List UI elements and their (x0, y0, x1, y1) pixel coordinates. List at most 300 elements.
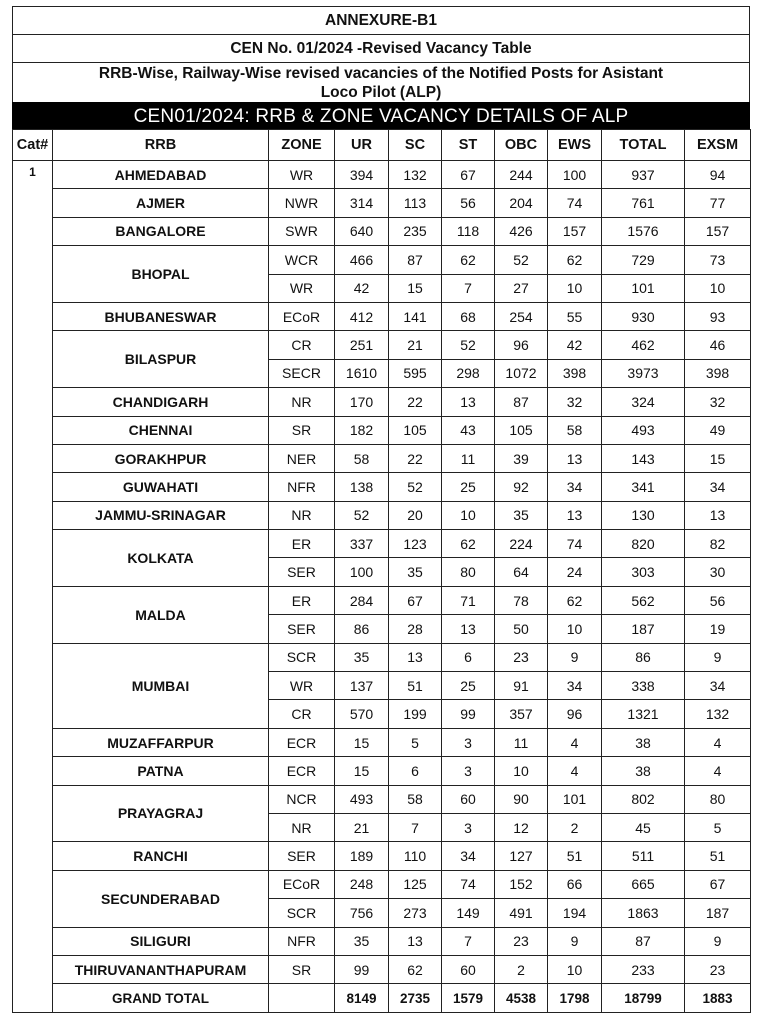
ur-cell: 137 (335, 672, 389, 700)
st-cell: 62 (442, 246, 495, 274)
zone-cell: SWR (269, 217, 335, 245)
exsm-cell: 32 (685, 388, 751, 416)
ews-cell: 62 (548, 586, 602, 614)
grand-total-label: GRAND TOTAL (53, 984, 269, 1013)
obc-cell: 12 (495, 813, 548, 841)
rrb-name: AHMEDABAD (53, 161, 269, 189)
rrb-name: JAMMU-SRINAGAR (53, 501, 269, 529)
table-row (13, 955, 751, 983)
total-cell: 338 (602, 672, 685, 700)
rrb-name: CHANDIGARH (53, 388, 269, 416)
ews-cell: 34 (548, 473, 602, 501)
rrb-name: CHENNAI (53, 416, 269, 444)
sc-cell: 6 (389, 757, 442, 785)
column-header-total: TOTAL (602, 130, 685, 161)
ews-cell: 13 (548, 444, 602, 472)
sc-cell: 7 (389, 813, 442, 841)
rrb-name: MALDA (53, 586, 269, 643)
zone-cell: ECR (269, 757, 335, 785)
zone-cell: SECR (269, 359, 335, 387)
sc-cell: 5 (389, 728, 442, 756)
table-row (13, 189, 751, 217)
exsm-cell: 157 (685, 217, 751, 245)
exsm-cell: 77 (685, 189, 751, 217)
obc-cell: 92 (495, 473, 548, 501)
rrb-name: RANCHI (53, 842, 269, 870)
exsm-cell: 13 (685, 501, 751, 529)
zone-cell: WR (269, 161, 335, 189)
obc-cell: 35 (495, 501, 548, 529)
zone-cell: ECoR (269, 870, 335, 898)
zone-cell: CR (269, 331, 335, 359)
sc-cell: 125 (389, 870, 442, 898)
obc-cell: 1072 (495, 359, 548, 387)
table-row (13, 643, 751, 671)
obc-cell: 127 (495, 842, 548, 870)
obc-cell: 64 (495, 558, 548, 586)
ur-cell: 52 (335, 501, 389, 529)
table-row (13, 302, 751, 330)
rrb-name: GUWAHATI (53, 473, 269, 501)
sc-cell: 13 (389, 927, 442, 955)
total-cell: 86 (602, 643, 685, 671)
sc-cell: 67 (389, 586, 442, 614)
exsm-cell: 49 (685, 416, 751, 444)
ur-cell: 394 (335, 161, 389, 189)
column-header-ews: EWS (548, 130, 602, 161)
total-cell: 3973 (602, 359, 685, 387)
exsm-cell: 187 (685, 899, 751, 927)
grand-total-zone-empty (269, 984, 335, 1013)
table-row (13, 473, 751, 501)
exsm-cell: 34 (685, 672, 751, 700)
exsm-cell: 4 (685, 757, 751, 785)
ur-cell: 42 (335, 274, 389, 302)
sc-cell: 20 (389, 501, 442, 529)
zone-cell: SR (269, 955, 335, 983)
vacancy-banner: CEN01/2024: RRB & ZONE VACANCY DETAILS OF ALP (12, 102, 750, 129)
sc-cell: 51 (389, 672, 442, 700)
zone-cell: NFR (269, 927, 335, 955)
rrb-name: SILIGURI (53, 927, 269, 955)
rrb-name: GORAKHPUR (53, 444, 269, 472)
obc-cell: 10 (495, 757, 548, 785)
exsm-cell: 82 (685, 530, 751, 558)
exsm-cell: 51 (685, 842, 751, 870)
ur-cell: 189 (335, 842, 389, 870)
ur-cell: 337 (335, 530, 389, 558)
cen-subtitle: CEN No. 01/2024 -Revised Vacancy Table (12, 34, 750, 62)
grand-total-st: 1579 (442, 984, 495, 1013)
zone-cell: SR (269, 416, 335, 444)
exsm-cell: 9 (685, 643, 751, 671)
ews-cell: 194 (548, 899, 602, 927)
table-row (13, 331, 751, 359)
sc-cell: 62 (389, 955, 442, 983)
exsm-cell: 93 (685, 302, 751, 330)
category-number: 1 (13, 161, 53, 1013)
ews-cell: 10 (548, 274, 602, 302)
ews-cell: 62 (548, 246, 602, 274)
exsm-cell: 19 (685, 615, 751, 643)
st-cell: 25 (442, 473, 495, 501)
description-line-1: RRB-Wise, Railway-Wise revised vacancies of the Notified Posts for Asistant (98, 65, 664, 82)
ur-cell: 248 (335, 870, 389, 898)
exsm-cell: 73 (685, 246, 751, 274)
table-row (13, 842, 751, 870)
total-cell: 233 (602, 955, 685, 983)
rrb-name: PATNA (53, 757, 269, 785)
ur-cell: 412 (335, 302, 389, 330)
st-cell: 149 (442, 899, 495, 927)
obc-cell: 78 (495, 586, 548, 614)
ur-cell: 756 (335, 899, 389, 927)
grand-total-ur: 8149 (335, 984, 389, 1013)
sc-cell: 15 (389, 274, 442, 302)
obc-cell: 87 (495, 388, 548, 416)
zone-cell: WR (269, 274, 335, 302)
ews-cell: 55 (548, 302, 602, 330)
table-row (13, 728, 751, 756)
sc-cell: 199 (389, 700, 442, 728)
table-row (13, 161, 751, 189)
st-cell: 3 (442, 813, 495, 841)
ur-cell: 182 (335, 416, 389, 444)
st-cell: 60 (442, 955, 495, 983)
exsm-cell: 56 (685, 586, 751, 614)
sc-cell: 35 (389, 558, 442, 586)
st-cell: 6 (442, 643, 495, 671)
description-line-2: Loco Pilot (ALP) (320, 84, 442, 101)
column-header-rrb: RRB (53, 130, 269, 161)
exsm-cell: 34 (685, 473, 751, 501)
ews-cell: 66 (548, 870, 602, 898)
ur-cell: 314 (335, 189, 389, 217)
total-cell: 937 (602, 161, 685, 189)
ews-cell: 58 (548, 416, 602, 444)
st-cell: 13 (442, 388, 495, 416)
table-row (13, 757, 751, 785)
table-row (13, 246, 751, 274)
total-cell: 187 (602, 615, 685, 643)
ews-cell: 74 (548, 530, 602, 558)
ews-cell: 34 (548, 672, 602, 700)
obc-cell: 27 (495, 274, 548, 302)
zone-cell: SCR (269, 899, 335, 927)
ews-cell: 398 (548, 359, 602, 387)
obc-cell: 96 (495, 331, 548, 359)
obc-cell: 426 (495, 217, 548, 245)
grand-total-ews: 1798 (548, 984, 602, 1013)
obc-cell: 2 (495, 955, 548, 983)
exsm-cell: 23 (685, 955, 751, 983)
total-cell: 303 (602, 558, 685, 586)
sc-cell: 58 (389, 785, 442, 813)
exsm-cell: 132 (685, 700, 751, 728)
table-row (13, 586, 751, 614)
obc-cell: 39 (495, 444, 548, 472)
zone-cell: SER (269, 615, 335, 643)
total-cell: 38 (602, 728, 685, 756)
exsm-cell: 9 (685, 927, 751, 955)
obc-cell: 152 (495, 870, 548, 898)
column-header-exsm: EXSM (685, 130, 751, 161)
zone-cell: SER (269, 558, 335, 586)
total-cell: 1863 (602, 899, 685, 927)
column-header-obc: OBC (495, 130, 548, 161)
st-cell: 80 (442, 558, 495, 586)
zone-cell: NR (269, 501, 335, 529)
st-cell: 52 (442, 331, 495, 359)
annexure-title: ANNEXURE-B1 (12, 6, 750, 34)
obc-cell: 23 (495, 927, 548, 955)
st-cell: 43 (442, 416, 495, 444)
obc-cell: 244 (495, 161, 548, 189)
sc-cell: 141 (389, 302, 442, 330)
ews-cell: 100 (548, 161, 602, 189)
obc-cell: 357 (495, 700, 548, 728)
total-cell: 511 (602, 842, 685, 870)
ur-cell: 466 (335, 246, 389, 274)
ur-cell: 86 (335, 615, 389, 643)
zone-cell: ER (269, 530, 335, 558)
obc-cell: 23 (495, 643, 548, 671)
zone-cell: WR (269, 672, 335, 700)
zone-cell: SER (269, 842, 335, 870)
total-cell: 930 (602, 302, 685, 330)
obc-cell: 254 (495, 302, 548, 330)
rrb-name: MUMBAI (53, 643, 269, 728)
st-cell: 62 (442, 530, 495, 558)
exsm-cell: 15 (685, 444, 751, 472)
total-cell: 38 (602, 757, 685, 785)
table-row (13, 501, 751, 529)
obc-cell: 491 (495, 899, 548, 927)
table-row (13, 388, 751, 416)
zone-cell: ECR (269, 728, 335, 756)
st-cell: 74 (442, 870, 495, 898)
ews-cell: 24 (548, 558, 602, 586)
st-cell: 7 (442, 927, 495, 955)
rrb-name: THIRUVANANTHAPURAM (53, 955, 269, 983)
sc-cell: 22 (389, 444, 442, 472)
grand-total-exsm: 1883 (685, 984, 751, 1013)
sc-cell: 22 (389, 388, 442, 416)
zone-cell: CR (269, 700, 335, 728)
ews-cell: 101 (548, 785, 602, 813)
table-row (13, 416, 751, 444)
ur-cell: 170 (335, 388, 389, 416)
zone-cell: ECoR (269, 302, 335, 330)
st-cell: 7 (442, 274, 495, 302)
table-body (13, 161, 751, 1013)
rrb-name: BANGALORE (53, 217, 269, 245)
st-cell: 67 (442, 161, 495, 189)
column-header-zone: ZONE (269, 130, 335, 161)
zone-cell: WCR (269, 246, 335, 274)
obc-cell: 52 (495, 246, 548, 274)
exsm-cell: 30 (685, 558, 751, 586)
ews-cell: 51 (548, 842, 602, 870)
st-cell: 99 (442, 700, 495, 728)
ews-cell: 13 (548, 501, 602, 529)
obc-cell: 90 (495, 785, 548, 813)
vacancy-table (12, 129, 751, 1013)
rrb-name: BHOPAL (53, 246, 269, 303)
table-row (13, 927, 751, 955)
ews-cell: 42 (548, 331, 602, 359)
ur-cell: 58 (335, 444, 389, 472)
ews-cell: 4 (548, 757, 602, 785)
grand-total-total: 18799 (602, 984, 685, 1013)
total-cell: 665 (602, 870, 685, 898)
ur-cell: 570 (335, 700, 389, 728)
grand-total-sc: 2735 (389, 984, 442, 1013)
sc-cell: 52 (389, 473, 442, 501)
obc-cell: 204 (495, 189, 548, 217)
total-cell: 802 (602, 785, 685, 813)
ews-cell: 9 (548, 927, 602, 955)
obc-cell: 50 (495, 615, 548, 643)
st-cell: 56 (442, 189, 495, 217)
rrb-name: AJMER (53, 189, 269, 217)
exsm-cell: 4 (685, 728, 751, 756)
column-header-cat: Cat# (13, 130, 53, 161)
ews-cell: 2 (548, 813, 602, 841)
ews-cell: 4 (548, 728, 602, 756)
grand-total-row (13, 984, 751, 1013)
sc-cell: 273 (389, 899, 442, 927)
sc-cell: 110 (389, 842, 442, 870)
ur-cell: 15 (335, 728, 389, 756)
table-row (13, 217, 751, 245)
ur-cell: 35 (335, 927, 389, 955)
st-cell: 68 (442, 302, 495, 330)
ews-cell: 10 (548, 955, 602, 983)
sc-cell: 28 (389, 615, 442, 643)
obc-cell: 91 (495, 672, 548, 700)
column-header-st: ST (442, 130, 495, 161)
total-cell: 820 (602, 530, 685, 558)
zone-cell: SCR (269, 643, 335, 671)
st-cell: 3 (442, 757, 495, 785)
total-cell: 143 (602, 444, 685, 472)
grand-total-obc: 4538 (495, 984, 548, 1013)
ur-cell: 15 (335, 757, 389, 785)
column-header-sc: SC (389, 130, 442, 161)
sc-cell: 235 (389, 217, 442, 245)
st-cell: 3 (442, 728, 495, 756)
exsm-cell: 67 (685, 870, 751, 898)
ur-cell: 493 (335, 785, 389, 813)
st-cell: 71 (442, 586, 495, 614)
total-cell: 101 (602, 274, 685, 302)
ur-cell: 99 (335, 955, 389, 983)
exsm-cell: 5 (685, 813, 751, 841)
total-cell: 324 (602, 388, 685, 416)
sc-cell: 21 (389, 331, 442, 359)
sc-cell: 123 (389, 530, 442, 558)
st-cell: 13 (442, 615, 495, 643)
ur-cell: 100 (335, 558, 389, 586)
ur-cell: 284 (335, 586, 389, 614)
st-cell: 25 (442, 672, 495, 700)
ews-cell: 10 (548, 615, 602, 643)
ur-cell: 21 (335, 813, 389, 841)
st-cell: 118 (442, 217, 495, 245)
exsm-cell: 94 (685, 161, 751, 189)
zone-cell: NR (269, 813, 335, 841)
sc-cell: 87 (389, 246, 442, 274)
total-cell: 130 (602, 501, 685, 529)
exsm-cell: 46 (685, 331, 751, 359)
total-cell: 341 (602, 473, 685, 501)
table-row (13, 444, 751, 472)
obc-cell: 11 (495, 728, 548, 756)
total-cell: 761 (602, 189, 685, 217)
total-cell: 493 (602, 416, 685, 444)
st-cell: 10 (442, 501, 495, 529)
annexure-document (12, 6, 750, 1013)
rrb-name: BHUBANESWAR (53, 302, 269, 330)
exsm-cell: 398 (685, 359, 751, 387)
total-cell: 1321 (602, 700, 685, 728)
total-cell: 562 (602, 586, 685, 614)
ur-cell: 1610 (335, 359, 389, 387)
sc-cell: 595 (389, 359, 442, 387)
zone-cell: NCR (269, 785, 335, 813)
total-cell: 45 (602, 813, 685, 841)
table-row (13, 870, 751, 898)
ur-cell: 138 (335, 473, 389, 501)
sc-cell: 132 (389, 161, 442, 189)
total-cell: 1576 (602, 217, 685, 245)
total-cell: 462 (602, 331, 685, 359)
table-row (13, 530, 751, 558)
obc-cell: 105 (495, 416, 548, 444)
rrb-name: MUZAFFARPUR (53, 728, 269, 756)
st-cell: 60 (442, 785, 495, 813)
rrb-name: BILASPUR (53, 331, 269, 388)
total-cell: 87 (602, 927, 685, 955)
zone-cell: NR (269, 388, 335, 416)
ur-cell: 251 (335, 331, 389, 359)
header-row (13, 130, 751, 161)
sc-cell: 13 (389, 643, 442, 671)
st-cell: 298 (442, 359, 495, 387)
st-cell: 11 (442, 444, 495, 472)
exsm-cell: 80 (685, 785, 751, 813)
zone-cell: NWR (269, 189, 335, 217)
zone-cell: ER (269, 586, 335, 614)
ur-cell: 35 (335, 643, 389, 671)
ews-cell: 74 (548, 189, 602, 217)
ews-cell: 157 (548, 217, 602, 245)
table-row (13, 785, 751, 813)
ews-cell: 9 (548, 643, 602, 671)
ews-cell: 32 (548, 388, 602, 416)
rrb-name: KOLKATA (53, 530, 269, 587)
ews-cell: 96 (548, 700, 602, 728)
exsm-cell: 10 (685, 274, 751, 302)
zone-cell: NFR (269, 473, 335, 501)
total-cell: 729 (602, 246, 685, 274)
rrb-name: SECUNDERABAD (53, 870, 269, 927)
sc-cell: 113 (389, 189, 442, 217)
column-header-ur: UR (335, 130, 389, 161)
zone-cell: NER (269, 444, 335, 472)
sc-cell: 105 (389, 416, 442, 444)
